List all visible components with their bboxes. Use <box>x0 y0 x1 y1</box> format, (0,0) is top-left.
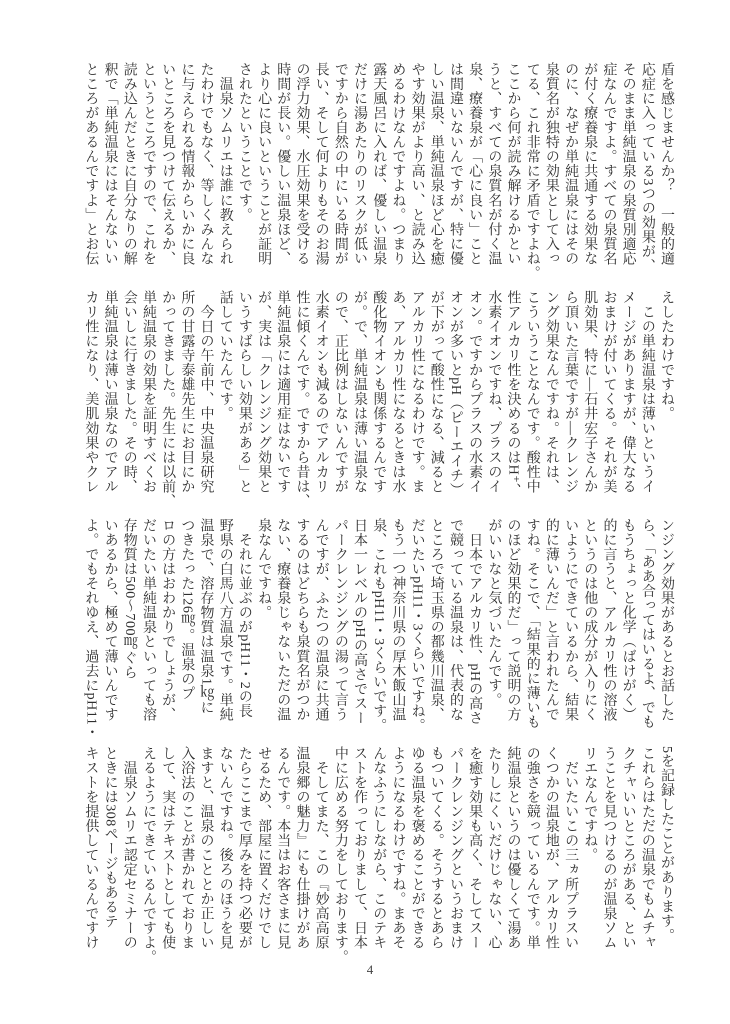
text-column: しい温泉、単純温泉ほど心を癒 <box>428 62 444 266</box>
text-column: 性アルカリ性を決めるのはH⁺、 <box>505 290 521 498</box>
text-column: が下がって酸性になる、減ると <box>428 290 444 494</box>
text-column: ますと、温泉のこととか正しい <box>198 746 214 950</box>
text-column: くつかの温泉地が、アルカリ性 <box>543 746 559 950</box>
text-column: あ、アルカリ性になるときは水 <box>390 290 406 494</box>
text-column: 今日の午前中、中央温泉研究 <box>198 290 214 494</box>
text-column: 温泉で、溶存物質は温泉1㎏に <box>198 518 214 715</box>
text-column: ここから何が読み解けるかとい <box>505 62 521 266</box>
text-column: 泉なんですね。 <box>256 518 272 620</box>
text-column: よ。でもそれゆえ、過去にpH11・ <box>83 518 99 740</box>
text-column: カリ性になり、美肌効果やクレ <box>83 290 99 494</box>
text-column: えるようにできているんですよ。 <box>140 746 156 965</box>
text-column: というのは他の成分が入りにく <box>582 518 598 722</box>
text-column: の強さを競っているんです。単 <box>524 746 540 950</box>
text-column: それに並ぶのがpH11・2の長 <box>236 518 252 719</box>
page-number: 4 <box>366 962 374 977</box>
text-column: は間違いないんですが、特に優 <box>447 62 463 266</box>
text-column: だいたいpH11・3くらいですね。 <box>409 518 425 733</box>
text-band-1 <box>80 62 676 281</box>
text-column: たりしにくいだけじゃない、心 <box>486 746 502 950</box>
text-column: いようにできているから、結果 <box>563 518 579 722</box>
text-column: が付く療養泉に共通する効果な <box>582 62 598 266</box>
text-column: オン。ですからプラスの水素イ <box>467 290 483 494</box>
text-column: ら頂いた言葉ですが―クレンジ <box>563 290 579 494</box>
text-column: やす効果がより高い、と読み込 <box>409 62 425 266</box>
text-column: 単純温泉には適用症はないです <box>275 290 291 494</box>
text-column: たわけでもなく、等しくみんな <box>198 62 214 266</box>
text-column: 的に言うと、アルカリ性の溶液 <box>601 518 617 722</box>
text-column: 日本でアルカリ性、pHの高さ <box>467 518 483 726</box>
text-column: ようになるわけですね。まあそ <box>390 746 406 950</box>
text-column: せるため、部屋に置くだけでし <box>256 746 272 950</box>
text-column: ときには308ページもあるテ <box>102 746 118 929</box>
text-column: キストを提供しているんですけ <box>83 746 99 950</box>
text-column: リエなんですね。 <box>582 746 598 863</box>
text-column: で競っている温泉は、代表的な <box>447 518 463 722</box>
text-column: だいたい単純温泉といっても溶 <box>140 518 156 722</box>
text-column: 水素イオンですね、プラスのイ <box>486 290 502 494</box>
text-column: アルカリ性になるわけです。ま <box>409 290 425 494</box>
text-band-3 <box>80 518 676 740</box>
text-column: より心に良いということが証明 <box>256 62 272 266</box>
text-column: パークレンジングの湯って言う <box>332 518 348 722</box>
text-column: メージがありますが、偉大なる <box>620 290 636 494</box>
text-column: に与えられる情報からいかに良 <box>179 62 195 266</box>
text-column: 肌効果、特に―石井宏子さんか <box>582 290 598 494</box>
text-column: 応症に入っている3つの効果が、 <box>639 62 655 274</box>
text-column: のほど効果的だ」って説明の方 <box>505 518 521 722</box>
text-column: これらはただの温泉でもムチャ <box>639 746 655 950</box>
text-column: ら、「ああ合ってはいるよ、でも <box>639 518 655 730</box>
text-column: だけに湯あたりのリスクが低い <box>352 62 367 266</box>
text-column: もうちょっと化学（ばけがく） <box>620 518 636 722</box>
text-column: 話していたんです。 <box>217 290 233 421</box>
text-column: されたということです。 <box>236 62 252 223</box>
text-column: ング効果なんですね。それは、 <box>543 290 559 494</box>
text-column: るんです。本当はお客さまに見 <box>275 746 291 950</box>
text-column: つきたった126㎎。温泉のプ <box>179 518 195 701</box>
text-column: ンジング効果があるとお話した <box>659 518 674 722</box>
text-column: てる、これ非常に矛盾ですよね。 <box>524 62 540 281</box>
text-column: だいたいこの三ヵ所プラスい <box>563 746 579 950</box>
text-column: んなふうにしながら、このテキ <box>371 746 387 950</box>
text-column: うことを見つけるのが温泉ソム <box>601 746 617 950</box>
text-column: ロの方はおわかりでしょうが、 <box>160 518 176 722</box>
text-column: こういうことなんです。酸性中 <box>524 290 540 494</box>
text-column: ところで埼玉県の都幾川温泉、 <box>428 518 444 722</box>
text-column: 泉、これもpH11・3くらいです。 <box>371 518 387 733</box>
text-column: 性に傾くんです。ですから昔は、 <box>294 290 310 509</box>
text-column: オンが多いとpH（ピーエイチ） <box>447 290 463 498</box>
text-column: のに、なぜか単純温泉にはその <box>563 62 579 266</box>
text-column: ないんですね。後ろのほうを見 <box>217 746 233 950</box>
text-column: 純温泉というのは優しくて湯あ <box>505 746 521 950</box>
text-column: そのまま単純温泉の泉質別適応 <box>620 62 636 266</box>
text-column: して、実はテキストとしても使 <box>160 746 176 950</box>
text-column: を癒す効果も高く、そしてスー <box>467 746 483 950</box>
text-column: ない、療養泉じゃないただの温 <box>275 518 291 722</box>
text-column: 露天風呂に入れば、優しい温泉 <box>371 62 387 266</box>
text-column: いところを見つけて伝えるか、 <box>160 62 176 266</box>
text-column: いうすばらしい効果がある」と <box>236 290 252 494</box>
text-column: 泉、療養泉が「心に良い」こと <box>467 62 483 266</box>
text-column: おまけが付いてくる。それが美 <box>601 290 617 494</box>
text-column: 入浴法のことが書かれておりま <box>179 746 195 950</box>
text-column: もついてくる。そうするとあら <box>428 746 444 950</box>
text-column: かってきました。先生には以前、 <box>160 290 176 509</box>
text-column: 所の甘露寺泰雄先生にお目にか <box>179 290 195 494</box>
text-column: 温泉ソムリエは誰に教えられ <box>217 62 233 266</box>
text-column: えしたわけですね。 <box>659 290 674 421</box>
text-column: めるわけなんですよね。つまり <box>390 62 406 266</box>
text-column: パークレンジングというおまけ <box>447 746 463 950</box>
text-column: クチャいいところがある、とい <box>620 746 636 950</box>
text-column: するのはどちらも泉質名がつか <box>294 518 310 722</box>
text-column: 読み込んだときに自分なりの解 <box>121 62 137 266</box>
text-column: 単純温泉は薄い温泉なのでアル <box>102 290 118 494</box>
text-column: 盾を感じませんか？ 一般的適 <box>659 62 674 266</box>
text-column: 釈で「単純温泉にはそんないい <box>102 62 118 266</box>
text-column: この単純温泉は薄いというイ <box>639 290 655 494</box>
text-column: 的に薄いんだ」と言われたんで <box>543 518 559 722</box>
text-column: 5を記録したことがあります。 <box>659 746 674 943</box>
text-column: いあるから、極めて薄いんです <box>102 518 118 722</box>
text-column: 温泉郷の魅力』にも仕掛けがあ <box>294 746 310 950</box>
text-band-4 <box>80 746 676 965</box>
text-column: 野県の白馬八方温泉です。単純 <box>217 518 233 722</box>
text-column: 日本一レベルのpHの高さでスー <box>352 518 367 726</box>
text-band-2 <box>80 290 676 509</box>
text-column: 中に広める努力をしております。 <box>332 746 348 965</box>
text-column: 長い、そして何よりもそのお湯 <box>313 62 329 266</box>
text-column: 温泉ソムリエ認定セミナーの <box>121 746 137 950</box>
text-column: 泉質名が独特の効果として入っ <box>543 62 559 266</box>
text-column: 存物質は500〜700㎎ぐら <box>121 518 137 680</box>
text-column: がいいなと気づいたんです。 <box>486 518 502 708</box>
text-column: が。で、単純温泉は薄い温泉な <box>352 290 367 494</box>
text-column: もう一つ神奈川県の厚木飯山温 <box>390 518 406 722</box>
text-column: ですから自然の中にいる時間が <box>332 62 348 266</box>
text-column: たらここまで厚みを持つ必要が <box>236 746 252 950</box>
text-column: 酸化物イオンも関係するんです <box>371 290 387 494</box>
text-column: 症なんですよ。すべての泉質名 <box>601 62 617 266</box>
text-column: 単純温泉の効果を証明すべくお <box>140 290 156 494</box>
text-column: の浮力効果、水圧効果を受ける <box>294 62 310 266</box>
text-column: ゆる温泉を褒めることができる <box>409 746 425 950</box>
text-column: ところがあるんですよ」とお伝 <box>83 62 99 266</box>
text-column: というところですので、これを <box>140 62 156 266</box>
text-column: そしてまた、この『妙高高原 <box>313 746 329 950</box>
text-column: ので、正比例はしないんですが <box>332 290 348 494</box>
text-column: んですが、ふたつの温泉に共通 <box>313 518 329 722</box>
text-column: が、実は「クレンジング効果と <box>256 290 272 494</box>
text-column: うと、すべての泉質名が付く温 <box>486 62 502 266</box>
text-column: ストを作っておりまして、日本 <box>352 746 367 950</box>
text-column: 時間が長い。優しい温泉ほど、 <box>275 62 291 266</box>
text-column: すね。そこで、「結果的に薄いも <box>524 518 540 730</box>
text-column: 会いしに行きました。その時、 <box>121 290 137 494</box>
text-column: 水素イオンも減るのでアルカリ <box>313 290 329 494</box>
